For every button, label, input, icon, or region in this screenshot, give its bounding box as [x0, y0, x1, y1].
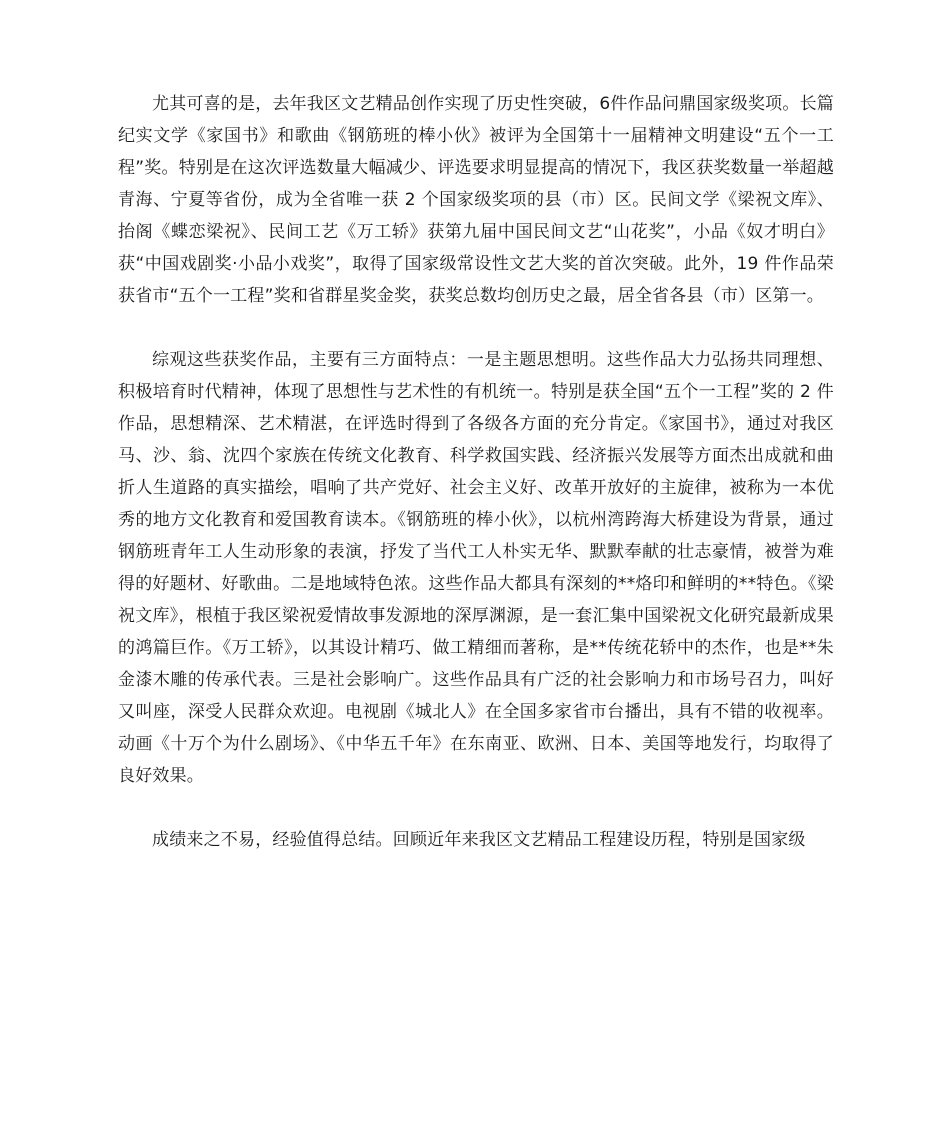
paragraph-gap [118, 312, 834, 344]
paragraph-experience-summary: 成绩来之不易，经验值得总结。回顾近年来我区文艺精品工程建设历程，特别是国家级 [152, 830, 806, 850]
paragraph-gap [118, 792, 834, 824]
document-body [118, 88, 834, 856]
paragraph-awards-breakthrough: 尤其可喜的是，去年我区文艺精品创作实现了历史性突破，6件作品问鼎国家级奖项。长篇纪实文学《家国书》和歌曲《钢筋班的棒小伙》被评为全国第十一届精神文明建设“五个一工程”奖。特别是在这次评选数量大幅减少、评选要求明显提高的情况下，我区获奖数量一举超越青海、宁夏等省份，成为全省唯一获 2 个国家级奖项的县（市）区。民间文学《梁祝文库》、抬阁《蝶恋梁祝》、民间工艺《万工轿》获第九届中国民间文艺“山花奖”，小品《奴才明白》获“中国戏剧奖·小品小戏奖”，取得了国家级常设性文艺大奖的首次突破。此外，19 件作品荣获省市“五个一工程”奖和省群星奖金奖，获奖总数均创历史之最，居全省各县（市）区第一。 [118, 94, 834, 306]
paragraph-work-characteristics: 综观这些获奖作品，主要有三方面特点：一是主题思想明。这些作品大力弘扬共同理想、积极培育时代精神，体现了思想性与艺术性的有机统一。特别是获全国“五个一工程”奖的 2 件作品，思想精深、艺术精湛，在评选时得到了各级各方面的充分肯定。《家国书》，通过对我区马、沙、翁、沈四个家族在传统文化教育、科学救国实践、经济振兴发展等方面杰出成就和曲折人生道路的真实描绘，唱响了共产党好、社会主义好、改革开放好的主旋律，被称为一本优秀的地方文化教育和爱国教育读本。《钢筋班的棒小伙》，以杭州湾跨海大桥建设为背景，通过钢筋班青年工人生动形象的表演，抒发了当代工人朴实无华、默默奉献的壮志豪情，被誉为难得的好题材、好歌曲。二是地域特色浓。这些作品大都具有深刻的**烙印和鲜明的**特色。《梁祝文库》，根植于我区梁祝爱情故事发源地的深厚渊源，是一套汇集中国梁祝文化研究最新成果的鸿篇巨作。《万工轿》，以其设计精巧、做工精细而著称，是**传统花轿中的杰作，也是**朱金漆木雕的传承代表。三是社会影响广。这些作品具有广泛的社会影响力和市场号召力，叫好又叫座，深受人民群众欢迎。电视剧《城北人》在全国多家省市台播出，具有不错的收视率。动画《十万个为什么剧场》、《中华五千年》在东南亚、欧洲、日本、美国等地发行，均取得了良好效果。 [118, 350, 834, 786]
